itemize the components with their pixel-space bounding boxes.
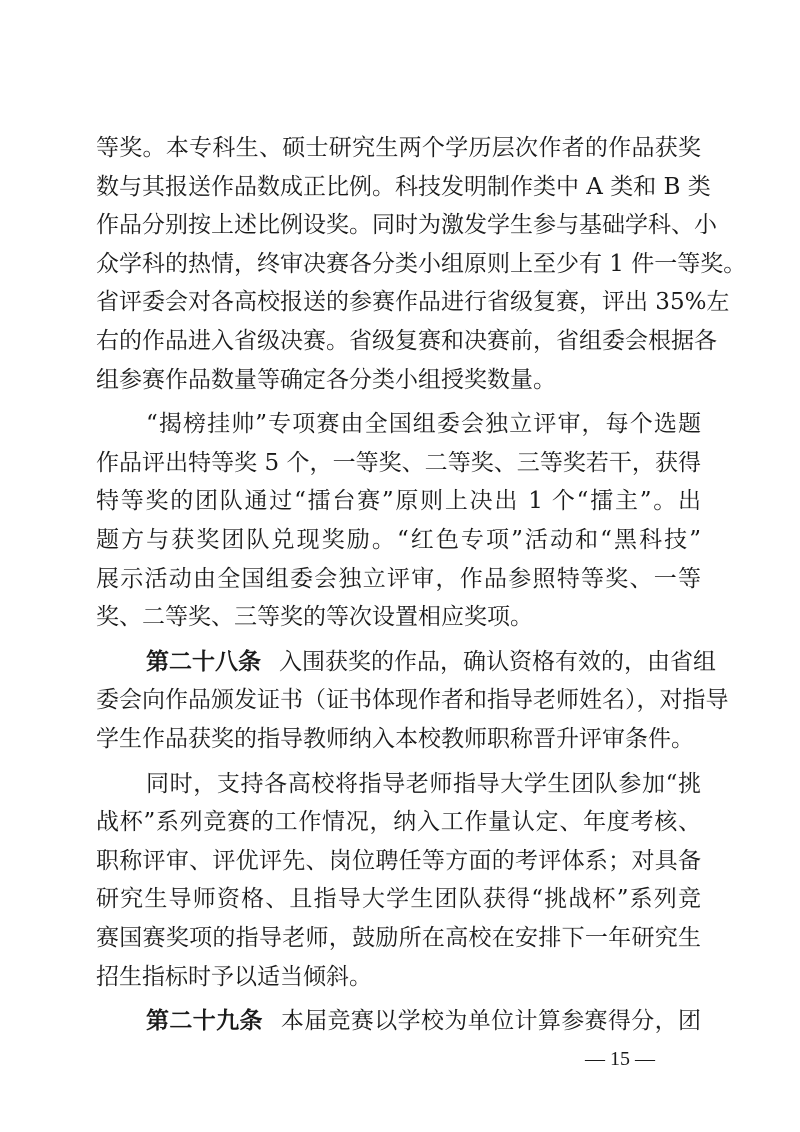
body-line: 组参赛作品数量等确定各分类小组授奖数量。 bbox=[96, 367, 556, 393]
body-line: “揭榜挂帅”专项赛由全国组委会独立评审，每个选题 bbox=[146, 411, 701, 437]
body-line: 众学科的热情，终审决赛各分类小组原则上至少有 1 件一等奖。 bbox=[96, 251, 747, 277]
article-28-line bbox=[146, 642, 716, 682]
body-line: 招生指标时予以适当倾斜。 bbox=[96, 964, 372, 990]
body-line: 展示活动由全国组委会独立评审，作品参照特等奖、一等 bbox=[96, 566, 701, 592]
body-line: 学生作品获奖的指导教师纳入本校教师职称晋升评审条件。 bbox=[96, 726, 694, 752]
body-line: 委会向作品颁发证书（证书体现作者和指导老师姓名），对指导 bbox=[96, 687, 729, 713]
body-line: 特等奖的团队通过“擂台赛”原则上决出 1 个“擂主”。出 bbox=[96, 488, 701, 514]
body-line: 本届竞赛以学校为单位计算参赛得分，团 bbox=[280, 1008, 702, 1034]
body-line: 数与其报送作品数成正比例。科技发明制作类中 A 类和 B 类 bbox=[96, 174, 711, 200]
body-line: 作品评出特等奖 5 个，一等奖、二等奖、三等奖若干，获得 bbox=[96, 450, 701, 476]
body-line: 战杯”系列竞赛的工作情况，纳入工作量认定、年度考核、 bbox=[96, 809, 701, 835]
body-line: 职称评审、评优评先、岗位聘任等方面的考评体系；对具备 bbox=[96, 848, 701, 874]
article-29-heading: 第二十九条 bbox=[146, 1007, 263, 1034]
body-line: 同时，支持各高校将指导老师指导大学生团队参加“挑 bbox=[146, 771, 701, 797]
body-line: 入围获奖的作品，确认资格有效的，由省组 bbox=[279, 649, 716, 675]
body-line: 研究生导师资格、且指导大学生团队获得“挑战杯”系列竞 bbox=[96, 886, 701, 912]
body-line: 作品分别按上述比例设奖。同时为激发学生参与基础学科、小 bbox=[96, 212, 717, 238]
body-line: 省评委会对各高校报送的参赛作品进行省级复赛，评出 35%左 bbox=[96, 289, 730, 315]
page-number: — 15 — bbox=[585, 1048, 655, 1070]
body-line: 赛国赛奖项的指导老师，鼓励所在高校在安排下一年研究生 bbox=[96, 925, 701, 951]
article-29-line bbox=[146, 1001, 701, 1041]
body-line: 题方与获奖团队兑现奖励。“红色专项”活动和“黑科技” bbox=[96, 527, 701, 553]
body-line: 右的作品进入省级决赛。省级复赛和决赛前，省组委会根据各 bbox=[96, 328, 717, 354]
body-line: 奖、二等奖、三等奖的等次设置相应奖项。 bbox=[96, 604, 533, 630]
article-28-heading: 第二十八条 bbox=[146, 648, 261, 675]
body-line: 等奖。本专科生、硕士研究生两个学历层次作者的作品获奖 bbox=[96, 135, 701, 161]
